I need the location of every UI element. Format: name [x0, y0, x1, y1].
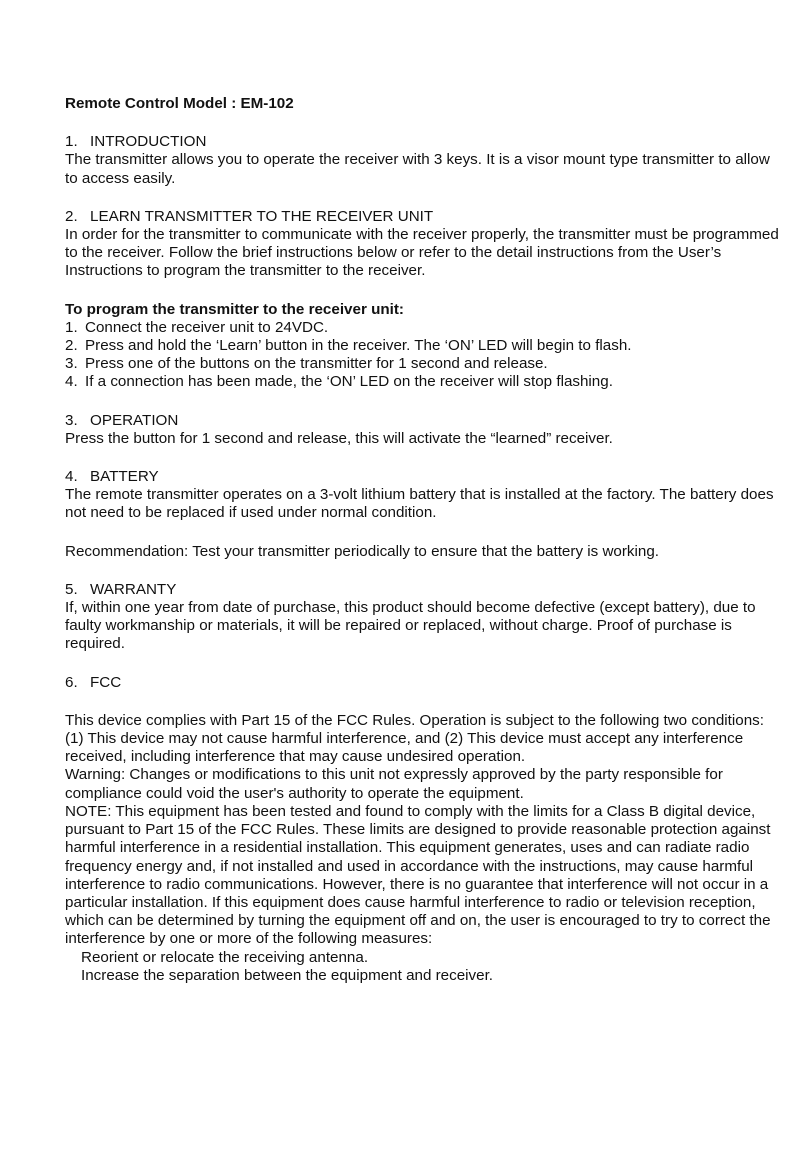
- section-number: 1.: [65, 133, 78, 151]
- list-item: 3. Press one of the buttons on the transmitter for 1 second and release.: [65, 355, 548, 373]
- section-warranty-heading: [65, 581, 785, 599]
- section-operation-heading: [65, 412, 785, 430]
- section-learn-body: In order for the transmitter to communicate with the receiver properly, the transmitter must be programmed to the receiver. Follow the brief instructions below or refer to the detail instructions from the User’s Instructions to program the transmitter to the receiver.: [65, 226, 779, 280]
- section-title: OPERATION: [90, 411, 179, 429]
- section-number: 6.: [65, 673, 78, 691]
- section-battery-body: The remote transmitter operates on a 3-volt lithium battery that is installed at the factory. The battery does not need to be replaced if used under normal condition.: [65, 486, 774, 522]
- document-page: [65, 95, 785, 985]
- section-title: BATTERY: [90, 468, 159, 486]
- section-title: WARRANTY: [90, 580, 177, 598]
- section-warranty-body: If, within one year from date of purchase, this product should become defective (except battery), due to faulty workmanship or materials, it will be repaired or replaced, without charge. Proof of purchase is required.: [65, 599, 756, 653]
- battery-recommendation: Recommendation: Test your transmitter periodically to ensure that the battery is working.: [65, 542, 659, 560]
- section-number: 5.: [65, 580, 78, 598]
- section-title: FCC: [90, 673, 122, 691]
- fcc-warning: Warning: Changes or modifications to this unit not expressly approved by the party responsible for compliance could void the user's authority to operate the equipment.: [65, 766, 723, 802]
- program-instructions-heading: To program the transmitter to the receiver unit:: [65, 300, 404, 318]
- list-item: 2. Press and hold the ‘Learn’ button in the receiver. The ‘ON’ LED will begin to flash.: [65, 337, 632, 355]
- section-number: 4.: [65, 468, 78, 486]
- section-battery-heading: [65, 468, 785, 486]
- section-intro-body: The transmitter allows you to operate the receiver with 3 keys. It is a visor mount type transmitter to allow to access easily.: [65, 151, 770, 187]
- fcc-note: NOTE: This equipment has been tested and found to comply with the limits for a Class B digital device, pursuant to Part 15 of the FCC Rules. These limits are designed to provide reasonable protection against harmful interference in a residential installation. This equipment generates, uses and can radiate radio frequency energy and, if not installed and used in accordance with the instructions, may cause harmful interference to radio communications. However, there is no guarantee that interference will not occur in a particular installation. If this equipment does cause harmful interference to radio or television reception, which can be determined by turning the equipment off and on, the user is encouraged to try to correct the interference by one or more of the following measures:: [65, 802, 771, 948]
- section-title: INTRODUCTION: [90, 133, 207, 151]
- fcc-compliance-statement: This device complies with Part 15 of the FCC Rules. Operation is subject to the following two conditions: (1) This device may not cause harmful interference, and (2) This device must accept any interference received, including interference that may cause undesired operation.: [65, 711, 764, 766]
- document-title: Remote Control Model : EM-102: [65, 95, 294, 112]
- section-operation-body: Press the button for 1 second and release, this will activate the “learned” receiver.: [65, 429, 613, 447]
- list-item: 4. If a connection has been made, the ‘ON’ LED on the receiver will stop flashing.: [65, 373, 613, 391]
- section-fcc-heading: [65, 674, 785, 692]
- section-number: 2.: [65, 207, 78, 225]
- section-number: 3.: [65, 411, 78, 429]
- list-item: 1. Connect the receiver unit to 24VDC.: [65, 318, 329, 336]
- fcc-measure-item: Increase the separation between the equipment and receiver.: [81, 966, 494, 984]
- section-intro-heading: [65, 133, 785, 151]
- section-learn-heading: [65, 208, 785, 226]
- section-title: LEARN TRANSMITTER TO THE RECEIVER UNIT: [90, 207, 434, 225]
- program-steps-list: [65, 319, 785, 392]
- fcc-measure-item: Reorient or relocate the receiving antenna.: [81, 948, 369, 966]
